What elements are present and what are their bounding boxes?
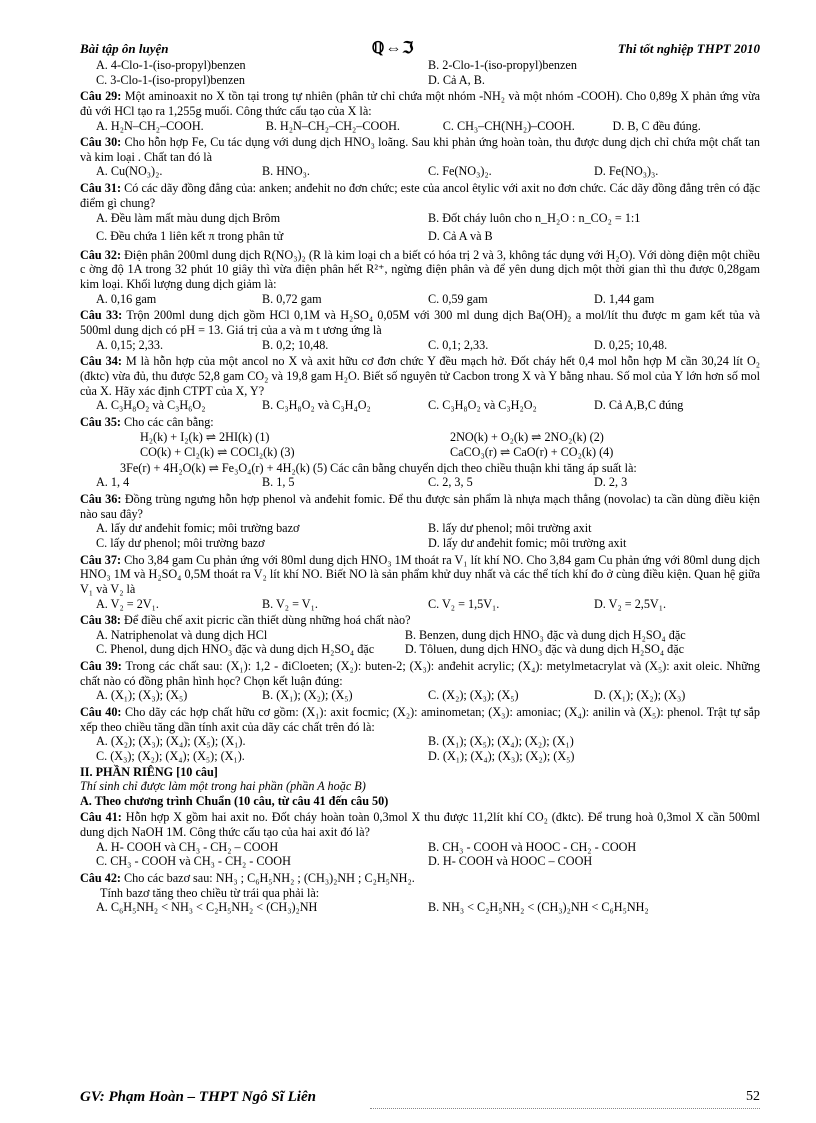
- option-a: A. C₃H₈O₂ và C₃H₆O₂: [96, 398, 206, 413]
- question-40: [80, 705, 760, 734]
- option-a: A. 1, 4: [96, 475, 130, 490]
- question-text: Cho các bazơ sau: NH₃ ; C₆H₅NH₂ ; (CH₃)₂NH ; C₂H₅NH₂.: [124, 871, 415, 886]
- option-b: B. (X₁); (X₂); (X₅): [262, 688, 353, 703]
- subsection-title: A. Theo chương trình Chuẩn (10 câu, từ câu 41 đến câu 50): [80, 793, 389, 808]
- question-options: [80, 119, 760, 134]
- footer-author: GV: Phạm Hoàn – THPT Ngô Sĩ Liên: [80, 1089, 316, 1105]
- question-41: [80, 810, 760, 839]
- option-b: B. HNO₃.: [262, 164, 310, 179]
- option-b: B. C₃H₈O₂ và C₃H₄O₂: [262, 398, 371, 413]
- option-b: B. NH₃ < C₂H₅NH₂ < (CH₃)₂NH < C₆H₅NH₂: [428, 900, 649, 915]
- option-a: A. H₂N–CH₂–COOH.: [96, 118, 204, 133]
- question-30: [80, 135, 760, 164]
- question-options: [80, 597, 760, 612]
- question-options: [80, 210, 760, 245]
- option-a: A. (X₂); (X₃); (X₄); (X₅); (X₁).: [96, 734, 246, 749]
- option-b: B. 0,2; 10,48.: [262, 337, 329, 352]
- option-d: D. 0,25; 10,48.: [594, 337, 668, 352]
- question-text: Trộn 200ml dung dịch gồm HCl 0,1M và H₂SO₄ 0,05M với 300 ml dung dịch Ba(OH)₂ a mol/lít thu được m gam kết tủa và 500ml dung dịch có pH = 13. Giá trị của a và m t ương ứng là: [80, 308, 761, 337]
- option-d: D. Fe(NO₃)₃.: [594, 164, 659, 179]
- question-text: Cho 3,84 gam Cu phản ứng với 80ml dung dịch HNO₃ 1M thoát ra V₁ lít khí NO. Cho 3,84 gam Cu phản ứng với 80ml dung dịch HNO₃ 1M và H₂SO₄ 0,5M thoát ra V₂ lít khí NO. Biết NO là sản phẩm khử duy nhất và các thể tích khí đo ở cùng điều kiện. Quan hệ giữa V₁ và V₂ là: [80, 552, 760, 596]
- option-c: C. Fe(NO₃)₂.: [428, 164, 492, 179]
- option-d: D. Tôluen, dung dịch HNO₃ đặc và dung dịch H₂SO₄ đặc: [404, 642, 685, 657]
- question-number: Câu 35:: [80, 414, 121, 429]
- option-a: A. V₂ = 2V₁.: [96, 596, 159, 611]
- option-c: C. 0,1; 2,33.: [428, 337, 489, 352]
- question-options: [80, 338, 760, 353]
- page-header: [80, 40, 760, 58]
- question-number: Câu 34:: [80, 354, 122, 369]
- question-options: [80, 628, 760, 657]
- page-footer: [80, 1086, 760, 1108]
- question-options: [80, 688, 760, 703]
- option-b: B. 2-Clo-1-(iso-propyl)benzen: [428, 58, 577, 72]
- option-d: D. (X₁); (X₄); (X₃); (X₂); (X₅): [428, 748, 575, 763]
- option-c: C. CH₃–CH(NH₂)–COOH.: [442, 118, 575, 133]
- option-c: C. CH₃ - COOH và CH₃ - CH₂ - COOH: [96, 854, 291, 869]
- option-b: B. Benzen, dung dịch HNO₃ đặc và dung dịch H₂SO₄ đặc: [404, 627, 686, 642]
- option-b: B. H₂N–CH₂–CH₂–COOH.: [265, 118, 400, 133]
- question-34: [80, 354, 760, 398]
- option-c: C. (X₂); (X₃); (X₅): [428, 688, 519, 703]
- question-number: Câu 31:: [80, 181, 122, 196]
- option-a: A. Đều làm mất màu dung dịch Brôm: [96, 211, 281, 226]
- header-left: Bài tập ôn luyện: [80, 41, 169, 57]
- page-content: [80, 58, 760, 915]
- option-a: A. 4-Clo-1-(iso-propyl)benzen: [96, 58, 246, 72]
- question-subtext: Tính bazơ tăng theo chiều từ trái qua phải là:: [100, 885, 320, 900]
- section-title: II. PHẦN RIÊNG [10 câu]: [80, 764, 218, 779]
- option-d: D. H- COOH và HOOC – COOH: [428, 854, 593, 869]
- option-c: C. 2, 3, 5: [428, 475, 473, 490]
- page-number: 52: [746, 1088, 760, 1104]
- equation-1: H₂(k) + I₂(k) ⇌ 2HI(k) (1): [140, 430, 270, 445]
- option-a: A. lấy dư anđehit fomic; môi trường bazơ: [96, 521, 300, 536]
- option-a: A. 0,16 gam: [96, 291, 157, 306]
- question-number: Câu 40:: [80, 705, 122, 719]
- question-options: [80, 900, 760, 915]
- equation-4: CaCO₃(r) ⇌ CaO(r) + CO₂(k) (4): [450, 445, 614, 460]
- option-d: D. 2, 3: [594, 475, 628, 490]
- question-38: [80, 613, 760, 628]
- option-b: B. 0,72 gam: [262, 291, 322, 306]
- option-d: D. Cả A,B,C đúng: [594, 398, 684, 413]
- option-d: D. (X₁); (X₂); (X₃): [594, 688, 686, 703]
- question-text: Hỗn hợp X gồm hai axit no. Đốt cháy hoàn toàn 0,3mol X thu được 11,2lít khí CO₂ (đktc). Để trung hoà 0,3mol X cần 500ml dung dịch NaOH 1M. Công thức cấu tạo của hai axit đó là?: [80, 810, 761, 840]
- question-number: Câu 30:: [80, 135, 122, 150]
- question-number: Câu 36:: [80, 492, 122, 507]
- question-number: Câu 37:: [80, 552, 122, 567]
- question-42: [80, 871, 760, 886]
- header-right: Thi tốt nghiệp THPT 2010: [617, 41, 760, 57]
- option-d: D. B, C đều đúng.: [612, 118, 701, 133]
- question-37: [80, 553, 760, 597]
- question-39: [80, 659, 760, 688]
- option-c: C. 0,59 gam: [428, 291, 488, 306]
- option-c: C. Phenol, dung dịch HNO₃ đặc và dung dịch H₂SO₄ đặc: [96, 642, 375, 657]
- question-text: Một aminoaxit no X tồn tại trong tự nhiên (phân tử chỉ chứa một nhóm -NH₂ và một nhóm -COOH). Cho 0,89g X phản ứng vừa đủ với HCl tạo ra 1,255g muối. Công thức cấu tạo của X là:: [80, 89, 761, 118]
- option-c: C. 3-Clo-1-(iso-propyl)benzen: [96, 72, 245, 87]
- question-options: [80, 58, 760, 87]
- option-b: B. V₂ = V₁.: [262, 596, 318, 611]
- option-b: B. (X₁); (X₅); (X₄); (X₂); (X₁): [428, 734, 574, 749]
- option-a: A. (X₁); (X₃); (X₅): [96, 688, 188, 703]
- question-number: Câu 42:: [80, 871, 121, 886]
- question-text: Cho các cân bằng:: [124, 414, 214, 429]
- option-a: A. C₆H₅NH₂ < NH₃ < C₂H₅NH₂ < (CH₃)₂NH: [96, 900, 318, 915]
- question-text: M là hỗn hợp của một ancol no X và axit hữu cơ đơn chức Y đều mạch hở. Đốt cháy hết 0,4 mol hỗn hợp M cần 30,24 lít O₂ (đktc) vừa đủ, thu được 52,8 gam CO₂ và 19,8 gam H₂O. Biết số nguyên tử Cacbon trong X và Y bằng nhau. Số mol của Y lớn hơn số mol của X. Hãy xác định CTPT của X, Y?: [80, 354, 761, 398]
- question-text: Trong các chất sau: (X₁): 1,2 - điCloeten; (X₂): buten-2; (X₃): anđehit acrylic; (X₄): metylmetacrylat và (X₅): axit oleic. Những chất nào có đồng phân hình học? Chọn kết luận đúng:: [80, 659, 761, 688]
- option-a: A. H- COOH và CH₃ - CH₂ – COOH: [96, 839, 279, 854]
- question-text: Để điều chế axit picric cần thiết dùng những hoá chất nào?: [124, 613, 411, 628]
- question-options: [80, 164, 760, 179]
- option-d: D. V₂ = 2,5V₁.: [594, 596, 667, 611]
- question-29: [80, 89, 760, 118]
- question-text: Điện phân 200ml dung dịch R(NO₃)₂ (R là kim loại ch a biết có hóa trị 2 và 3, không tác dụng với H₂O). Với dòng điện một chiều c ờng độ 1A trong 32 phút 10 giây thì vừa điện phân hết R²⁺, ngừng điện phân và để yên dung dịch một thời gian thì thu được 0,28gam kim loại. Khối lượng dung dịch giảm là:: [80, 247, 760, 292]
- question-text: Cho dãy các hợp chất hữu cơ gồm: (X₁): axit focmic; (X₂): aminometan; (X₃): amoniac; (X₄): anilin và (X₅): phenol. Trật tự sắp xếp theo chiều tăng dần tính axit của dãy các chất trên đó là:: [80, 705, 761, 734]
- option-c: C. lấy dư phenol; môi trường bazơ: [96, 535, 265, 550]
- question-options: [80, 398, 760, 413]
- question-number: Câu 39:: [80, 659, 122, 674]
- question-number: Câu 33:: [80, 308, 123, 323]
- question-text: Cho hỗn hợp Fe, Cu tác dụng với dung dịch HNO₃ loãng. Sau khi phản ứng hoàn toàn, thu được dung dịch chỉ chứa một chất tan và kim loại . Chất tan đó là: [80, 135, 760, 164]
- question-number: Câu 38:: [80, 613, 121, 628]
- equation-3: CO(k) + Cl₂(k) ⇌ COCl₂(k) (3): [140, 445, 295, 460]
- option-c: C. C₃H₈O₂ và C₃H₂O₂: [428, 398, 537, 413]
- equation-5: 3Fe(r) + 4H₂O(k) ⇌ Fe₃O₄(r) + 4H₂(k) (5) Các cân bằng chuyển dịch theo chiều thuận khi tăng áp suất là:: [120, 460, 637, 475]
- header-ornament: ℚ⇔ℑ: [371, 40, 415, 58]
- option-c: C. V₂ = 1,5V₁.: [428, 596, 500, 611]
- question-options: [80, 840, 760, 869]
- question-number: Câu 32:: [80, 247, 122, 262]
- option-d: D. lấy dư anđehit fomic; môi trường axit: [428, 535, 627, 550]
- option-a: A. Natriphenolat và dung dịch HCl: [96, 627, 268, 642]
- option-d: D. Cả A, B.: [428, 72, 485, 87]
- equilibrium-list: [80, 430, 760, 459]
- question-options: [80, 521, 760, 550]
- option-b: B. lấy dư phenol; môi trường axit: [428, 521, 592, 536]
- question-35: [80, 415, 760, 430]
- option-c: C. Đều chứa 1 liên kết π trong phân tử: [96, 229, 284, 244]
- question-options: [80, 734, 760, 763]
- footer-divider: [370, 1108, 760, 1109]
- question-text: Đồng trùng ngưng hỗn hợp phenol và anđehit fomic. Để thu được sản phẩm là nhựa mạch thẳng (novolac) ta cần dùng điều kiện nào sau đây?: [80, 492, 761, 521]
- option-c: C. (X₃); (X₂); (X₄); (X₅); (X₁).: [96, 748, 245, 763]
- option-b: B. CH₃ - COOH và HOOC - CH₂ - COOH: [428, 839, 637, 854]
- question-number: Câu 29:: [80, 89, 122, 104]
- question-36: [80, 492, 760, 521]
- option-b: B. 1, 5: [262, 475, 295, 490]
- question-text: Có các dãy đồng đẳng của: anken; anđehit no đơn chức; este của ancol êtylic với axit no đơn chức. Các dãy đồng đẳng trên có đặc điểm gì chung?: [80, 181, 760, 210]
- option-a: A. Cu(NO₃)₂.: [96, 164, 163, 179]
- question-33: [80, 308, 760, 337]
- equation-2: 2NO(k) + O₂(k) ⇌ 2NO₂(k) (2): [450, 430, 604, 445]
- question-number: Câu 41:: [80, 810, 122, 825]
- option-d: D. Cả A và B: [428, 229, 493, 244]
- option-b: B. Đốt cháy luôn cho n_H₂O : n_CO₂ = 1:1: [428, 211, 641, 226]
- option-d: D. 1,44 gam: [594, 291, 655, 306]
- option-a: A. 0,15; 2,33.: [96, 337, 164, 352]
- question-options: [80, 475, 760, 490]
- question-31: [80, 181, 760, 210]
- question-options: [80, 292, 760, 307]
- question-32: [80, 248, 760, 292]
- section-note: Thí sinh chỉ được làm một trong hai phần (phần A hoặc B): [80, 779, 366, 794]
